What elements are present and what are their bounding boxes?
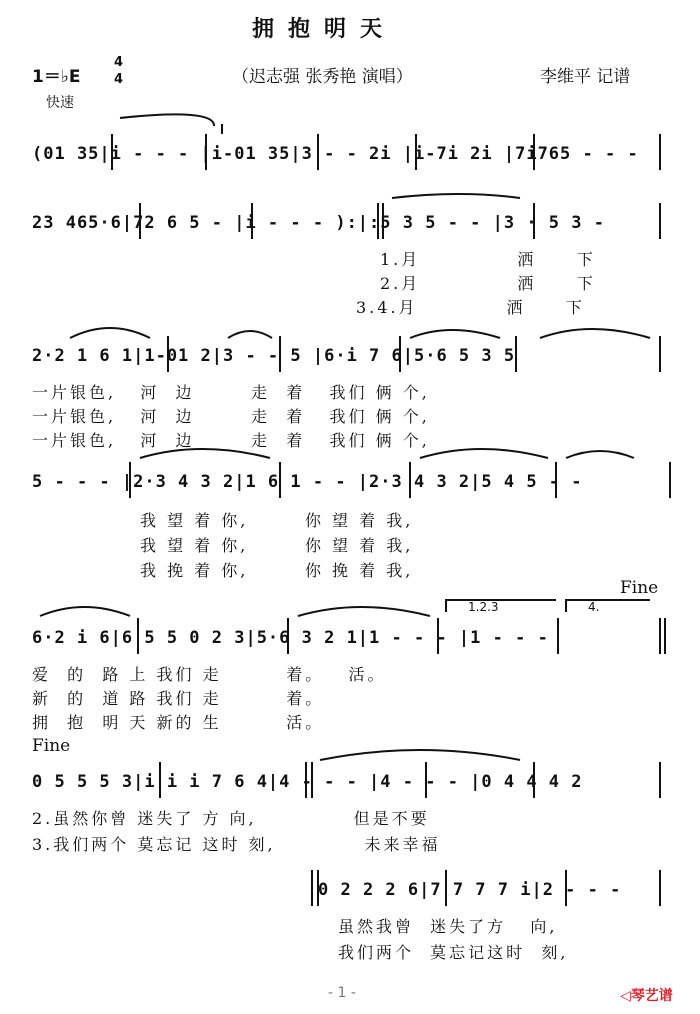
row-7-lyric-1: 虽然我曾 迷失了方 向,: [338, 917, 558, 936]
logo-text: 琴艺谱: [630, 988, 673, 1004]
key-signature: 1＝♭E: [32, 67, 81, 87]
time-signature-bottom: 4: [114, 72, 124, 87]
transcriber-credit: 李维平 记谱: [540, 67, 631, 87]
row-3-lyric-2: 一片银色, 河 边 走 着 我们 俩 个,: [32, 407, 430, 426]
score-row-3: 2·2 1 6 1|1-01 2|3 - - 5 |6·i 7 6|5·6 5 3 5: [32, 346, 516, 366]
site-logo: [620, 985, 673, 1005]
row-4-lyric-1: 我 望 着 你, 你 望 着 我,: [140, 511, 414, 530]
ending-1-2-3: 1.2.3: [468, 600, 499, 614]
fine-marking-left: Fine: [32, 736, 71, 756]
row-6-lyric-2: 3.我们两个 莫忘记 这时 刻, 未来幸福: [32, 835, 441, 854]
row-5-lyric-1: 爱 的 路 上 我们 走 着。 活。: [32, 665, 387, 684]
row-2-lyric-3: 3.4.月 洒 下: [356, 298, 585, 317]
row-2-lyric-1: 1.月 洒 下: [380, 250, 596, 269]
ending-4: 4.: [588, 600, 600, 614]
score-row-1: (01 35|i - - - |i-01 35|3 - - 2i |i-7i 2i |7i765 - - -: [32, 144, 639, 164]
score-row-2: 23 465·6|72 6 5 - |i - - - ):|:5 3 5 - - |3 · 5 3 -: [32, 213, 605, 233]
row-3-lyric-1: 一片银色, 河 边 走 着 我们 俩 个,: [32, 383, 430, 402]
row-4-lyric-2: 我 望 着 你, 你 望 着 我,: [140, 536, 414, 555]
row-4-lyric-3: 我 挽 着 你, 你 挽 着 我,: [140, 561, 414, 580]
tempo-marking: 快速: [46, 95, 74, 111]
row-2-lyric-2: 2.月 洒 下: [380, 274, 596, 293]
logo-icon: ◁: [620, 988, 631, 1004]
singers-credit: （迟志强 张秀艳 演唱）: [232, 67, 413, 87]
row-3-lyric-3: 一片银色, 河 边 走 着 我们 俩 个,: [32, 431, 430, 450]
page-number: - 1 -: [328, 985, 356, 1001]
row-7-lyric-2: 我们两个 莫忘记这时 刻,: [338, 943, 569, 962]
row-5-lyric-3: 拥 抱 明 天 新的 生 活。: [32, 713, 325, 732]
fine-marking-top: Fine: [620, 578, 659, 598]
row-6-lyric-1: 2.虽然你曾 迷失了 方 向, 但是不要: [32, 809, 430, 828]
row-5-lyric-2: 新 的 道 路 我们 走 着。: [32, 689, 325, 708]
song-title: 拥抱明天: [252, 17, 397, 42]
score-row-5: 6·2 i 6|6 5 5 0 2 3|5·6 3 2 1|1 - - - |1 - - -: [32, 628, 549, 648]
score-row-6: 0 5 5 5 3|i i i 7 6 4|4 - - - |4 - - - |0 4 4 4 2: [32, 772, 583, 792]
score-row-4: 5 - - - |2·3 4 3 2|1 6 1 - - |2·3 4 3 2|5 4 5 - -: [32, 472, 583, 492]
score-row-7: 0 2 2 2 6|7 7 7 7 i|2 - - -: [318, 880, 622, 900]
time-signature-top: 4: [114, 55, 124, 70]
